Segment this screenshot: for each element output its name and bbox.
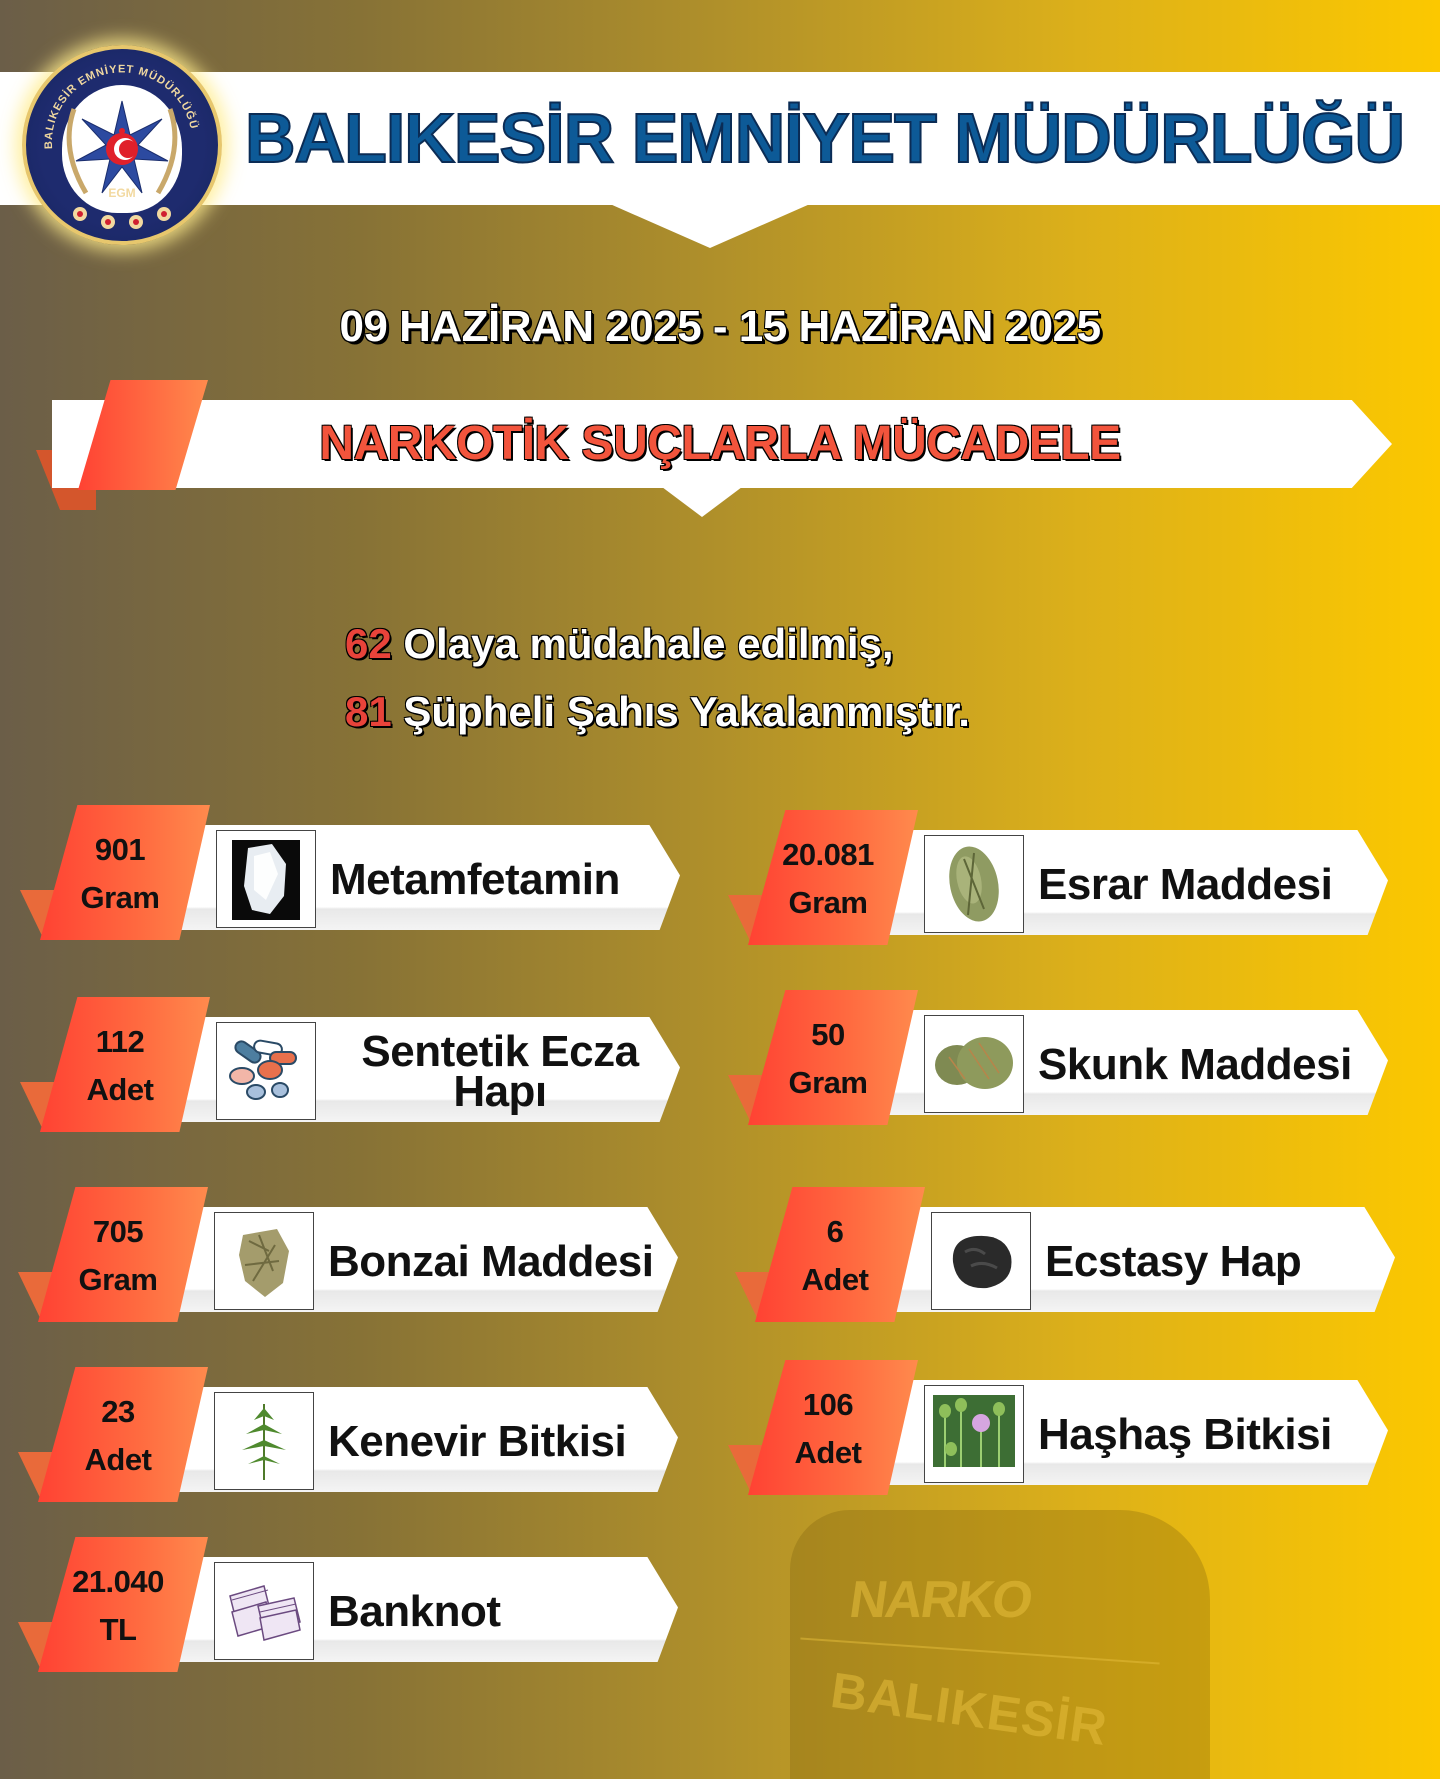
header-banner-notch xyxy=(610,204,810,248)
summary-block xyxy=(345,610,1245,746)
summary-suspects xyxy=(345,678,1245,746)
card-unit: TL xyxy=(99,1612,137,1647)
card-label: Bonzai Maddesi xyxy=(328,1237,654,1286)
card-amount: 705 xyxy=(92,1214,144,1249)
card-quantity xyxy=(768,1381,888,1477)
seizure-card-hashas xyxy=(728,1345,1408,1495)
seizure-card-skunk xyxy=(728,975,1408,1125)
page-title: BALIKESİR EMNİYET MÜDÜRLÜĞÜ xyxy=(245,99,1405,177)
summary-incidents xyxy=(345,610,1245,678)
date-range: 09 HAZİRAN 2025 - 15 HAZİRAN 2025 xyxy=(339,302,1101,351)
card-quantity xyxy=(58,1208,178,1304)
card-amount: 112 xyxy=(95,1024,145,1059)
logo-egm-text: EGM xyxy=(108,186,136,200)
pills-icon xyxy=(226,1036,306,1106)
incidents-count: 62 xyxy=(345,620,392,667)
poppy-plant-icon xyxy=(931,1393,1017,1475)
seizure-card-kenevir xyxy=(18,1352,698,1502)
card-label: Skunk Maddesi xyxy=(1038,1040,1352,1089)
card-unit: Gram xyxy=(78,1262,158,1297)
card-thumbnail xyxy=(931,1212,1031,1310)
section-banner-notch xyxy=(662,487,742,517)
card-unit: Gram xyxy=(788,1065,868,1100)
card-unit: Gram xyxy=(788,885,868,920)
section-title: NARKOTİK SUÇLARLA MÜCADELE xyxy=(319,417,1121,470)
card-label: Kenevir Bitkisi xyxy=(328,1417,627,1466)
dark-pill-icon xyxy=(941,1226,1021,1296)
card-amount: 6 xyxy=(826,1214,844,1249)
card-amount: 50 xyxy=(811,1017,845,1052)
card-label: Ecstasy Hap xyxy=(1045,1237,1302,1286)
card-thumbnail xyxy=(214,1562,314,1660)
card-label: Banknot xyxy=(328,1587,501,1636)
card-unit: Gram xyxy=(80,880,160,915)
watermark-stripe xyxy=(800,1637,1159,1664)
card-amount: 21.040 xyxy=(72,1564,164,1599)
cannabis-resin-icon xyxy=(934,839,1014,929)
card-thumbnail xyxy=(924,1015,1024,1113)
card-unit: Adet xyxy=(794,1435,862,1470)
seizure-card-ecstasy xyxy=(735,1172,1415,1322)
card-label: Sentetik Ecza Hapı xyxy=(361,1027,639,1116)
narko-jacket-watermark xyxy=(790,1510,1210,1779)
card-amount: 23 xyxy=(101,1394,135,1429)
police-logo xyxy=(22,45,222,245)
svg-text:BALIKESİR EMNİYET MÜDÜRLÜĞÜ: BALIKESİR EMNİYET MÜDÜRLÜĞÜ xyxy=(42,63,200,150)
banknote-stack-icon xyxy=(224,1576,304,1646)
dried-herb-icon xyxy=(229,1221,299,1301)
seizure-card-metamfetamin xyxy=(20,790,700,940)
card-label: Esrar Maddesi xyxy=(1038,860,1333,909)
card-thumbnail xyxy=(924,1385,1024,1483)
card-unit: Adet xyxy=(801,1262,869,1297)
card-amount: 901 xyxy=(94,832,146,867)
card-thumbnail xyxy=(216,830,316,928)
card-quantity xyxy=(60,1018,180,1114)
card-label: Metamfetamin xyxy=(330,855,620,904)
card-amount: 106 xyxy=(802,1387,854,1422)
card-thumbnail xyxy=(214,1212,314,1310)
seizure-card-sentetik-ecza xyxy=(20,982,700,1132)
cannabis-bud-icon xyxy=(929,1029,1019,1099)
seizure-card-esrar xyxy=(728,795,1408,945)
card-quantity xyxy=(58,1388,178,1484)
card-quantity xyxy=(775,1208,895,1304)
card-label: Haşhaş Bitkisi xyxy=(1038,1410,1332,1459)
card-quantity xyxy=(58,1558,178,1654)
seizure-card-banknot xyxy=(18,1522,698,1672)
suspects-count: 81 xyxy=(345,688,392,735)
card-thumbnail xyxy=(216,1022,316,1120)
card-quantity xyxy=(768,831,888,927)
crystal-powder-icon xyxy=(226,834,306,924)
card-unit: Adet xyxy=(86,1072,154,1107)
logo-stars-icon xyxy=(70,204,174,234)
watermark-text-narko: NARKO xyxy=(845,1571,1035,1629)
card-unit: Adet xyxy=(84,1442,152,1477)
watermark-text-city: BALIKESİR xyxy=(827,1661,1112,1757)
card-thumbnail xyxy=(924,835,1024,933)
hemp-plant-icon xyxy=(234,1398,294,1484)
incidents-text: Olaya müdahale edilmiş, xyxy=(403,620,894,667)
card-amount: 20.081 xyxy=(782,837,874,872)
card-quantity xyxy=(60,826,180,922)
card-quantity xyxy=(768,1011,888,1107)
seizure-card-bonzai xyxy=(18,1172,698,1322)
suspects-text: Şüpheli Şahıs Yakalanmıştır. xyxy=(403,688,970,735)
card-thumbnail xyxy=(214,1392,314,1490)
